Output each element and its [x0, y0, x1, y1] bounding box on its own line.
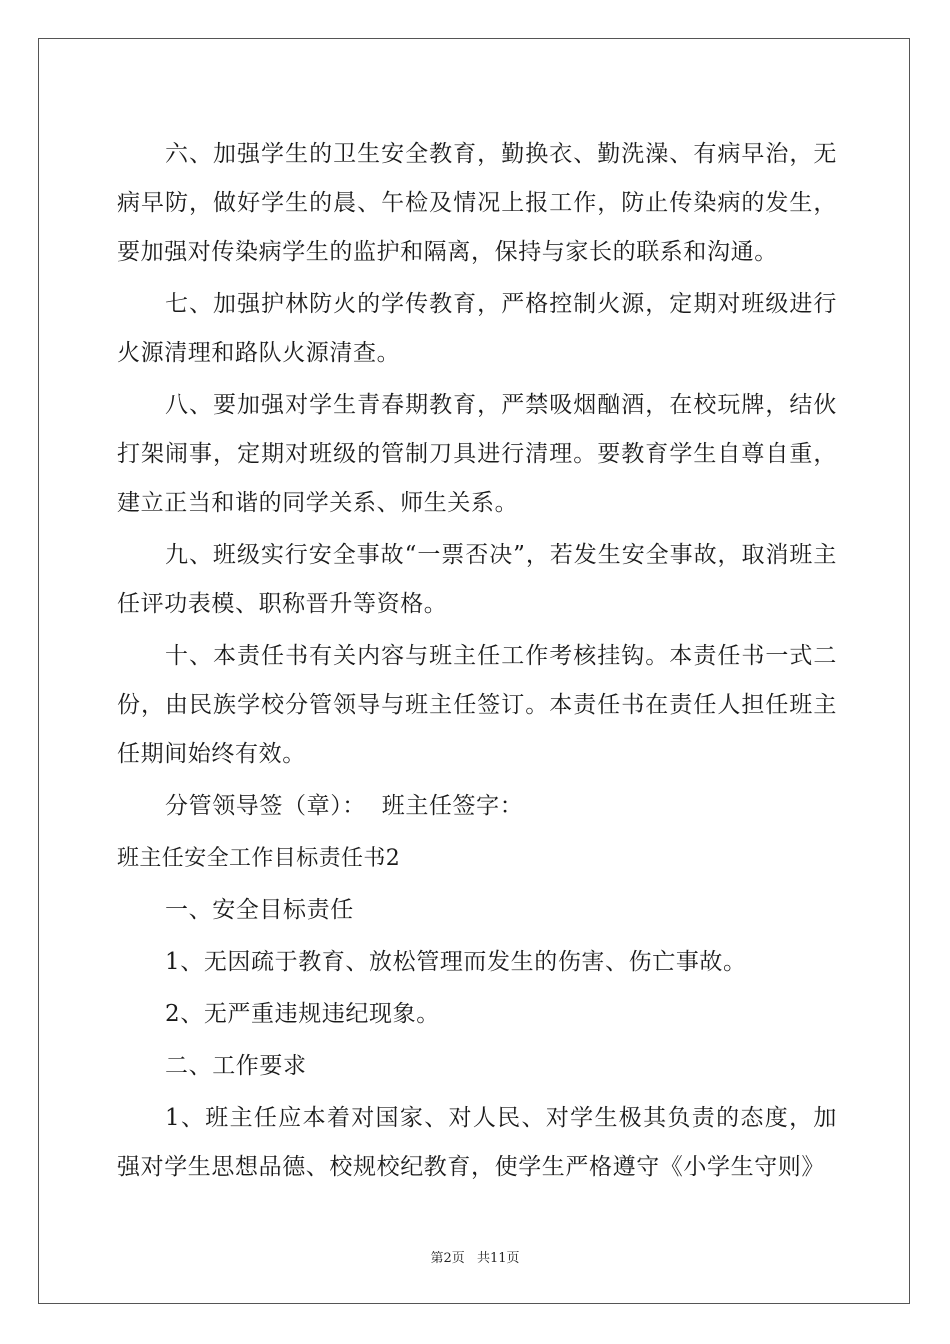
page-footer — [0, 1247, 950, 1266]
paragraph-item-10: 十、本责任书有关内容与班主任工作考核挂钩。本责任书一式二份，由民族学校分管领导与班主任签订。本责任书在责任人担任班主任期间始终有效。 — [117, 643, 837, 767]
page-total: 共11页 — [476, 1251, 520, 1266]
goal-item-2: 2、无严重违规违纪现象。 — [165, 1001, 440, 1027]
paragraph-item-7: 七、加强护林防火的学传教育，严格控制火源，定期对班级进行火源清理和路队火源清查。 — [117, 291, 837, 366]
goal-item-1: 1、无因疏于教育、放松管理而发生的伤害、伤亡事故。 — [165, 949, 747, 975]
paragraph-item-8: 八、要加强对学生青春期教育，严禁吸烟酗酒，在校玩牌，结伙打架闹事，定期对班级的管制刀具进行清理。要教育学生自尊自重，建立正当和谐的同学关系、师生关系。 — [117, 392, 837, 516]
signature-line: 分管领导签（章）： 班主任签字： — [165, 793, 524, 819]
paragraph-item-9: 九、班级实行安全事故“一票否决”，若发生安全事故，取消班主任评功表模、职称晋升等资格。 — [117, 542, 837, 617]
requirement-item-1: 1、班主任应本着对国家、对人民、对学生极其负责的态度，加强对学生思想品德、校规校纪教育，使学生严格遵守《小学生守则》 — [117, 1105, 837, 1180]
section-heading-requirements: 二、工作要求 — [165, 1053, 307, 1079]
section-title: 班主任安全工作目标责任书2 — [117, 846, 401, 871]
page-number: 第2页 — [430, 1251, 465, 1266]
paragraph-item-6: 六、加强学生的卫生安全教育，勤换衣、勤洗澡、有病早治，无病早防，做好学生的晨、午检及情况上报工作，防止传染病的发生，要加强对传染病学生的监护和隔离，保持与家长的联系和沟通。 — [117, 141, 837, 265]
section-heading-goals: 一、安全目标责任 — [165, 897, 354, 923]
document-body — [117, 130, 837, 1192]
